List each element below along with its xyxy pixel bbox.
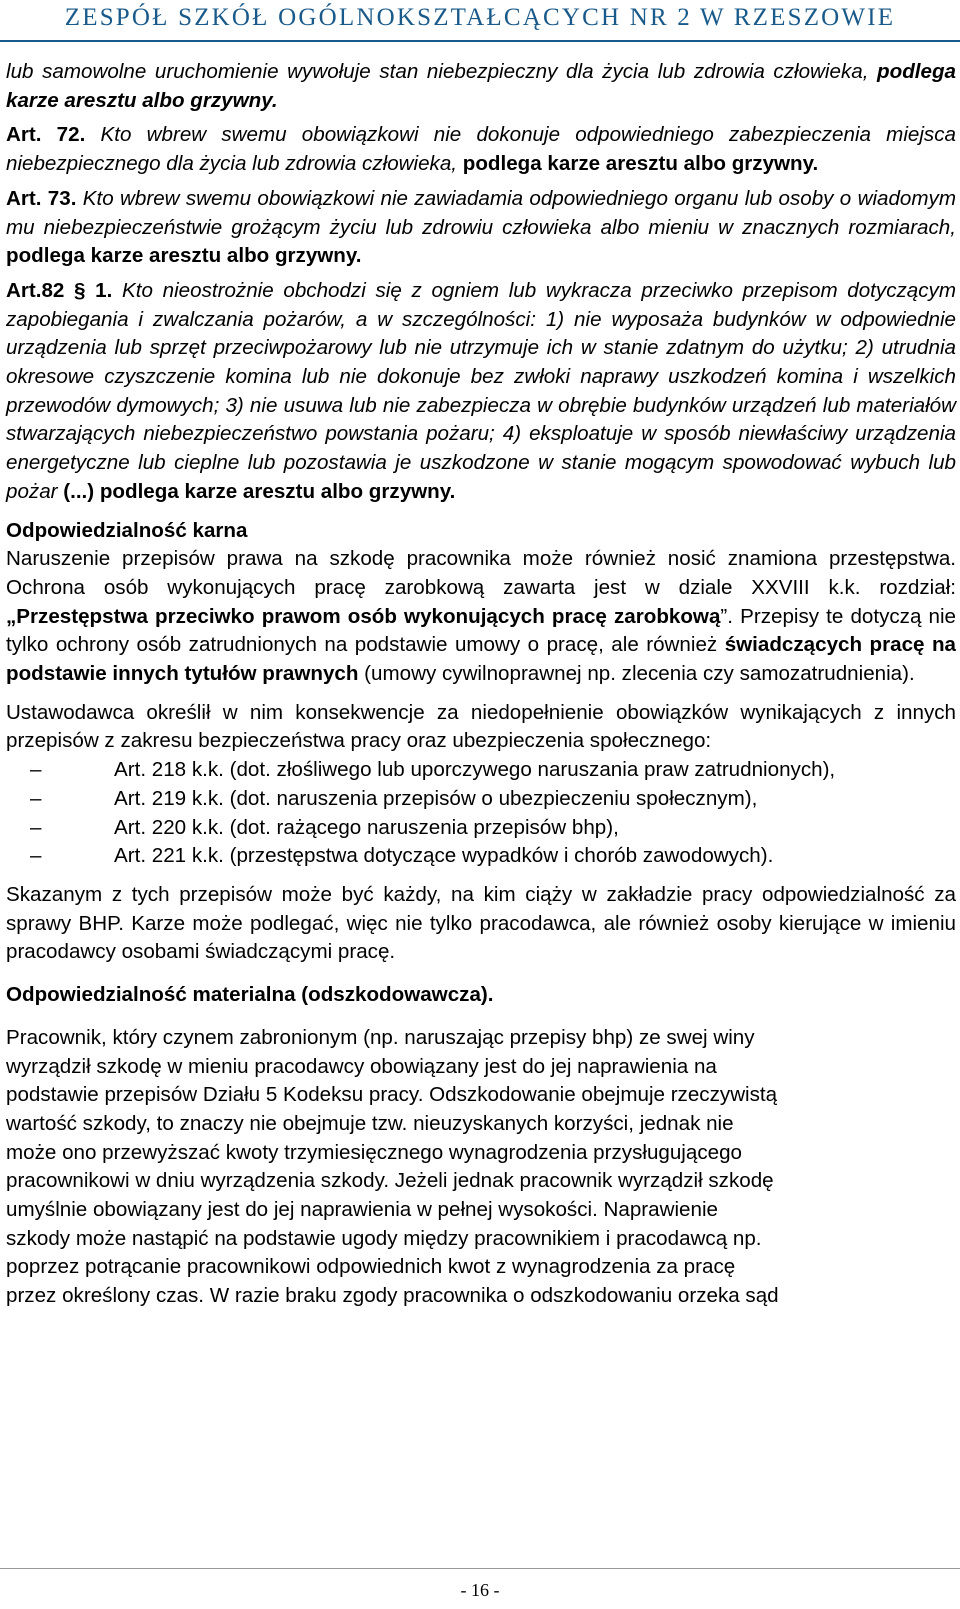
text-line: Pracownik, który czynem zabronionym (np. naruszając przepisy bhp) ze swej winy <box>6 1025 755 1049</box>
section-heading-criminal: Odpowiedzialność karna <box>6 518 248 542</box>
article-list <box>6 756 956 871</box>
header-title: ZESPÓŁ SZKÓŁ OGÓLNOKSZTAŁCĄCYCH NR 2 W RZESZOWIE <box>64 4 896 31</box>
text-line: szkody może nastąpić na podstawie ugody między pracownikiem i pracodawcą np. <box>6 1226 762 1250</box>
list-item: – Art. 221 k.k. (przestępstwa dotyczące wypadków i chorób zawodowych). <box>114 842 956 871</box>
text-line: poprzez potrącanie pracownikowi odpowiednich kwot z wynagrodzenia za pracę <box>6 1255 736 1279</box>
paragraph-material <box>6 1024 956 1311</box>
article-82: Art.82 § 1. Kto nieostrożnie obchodzi się z ogniem lub wykracza przeciwko przepisom dotyczącym zapobiegania i zwalczania pożarów, a w szczególności: 1) nie wyposaża budynków w odpowiednie urządzenia lub sprzęt przeciwpożarowy lub nie utrzymuje ich w stanie zdatnym do użytku; 2) utrudnia okresowe czyszczenie komina lub nie dokonuje bez zwłoki naprawy uszkodzeń komina i wszelkich przewodów dymowych; 3) nie usuwa lub nie zabezpiecza w obrębie budynków urządzeń lub materiałów stwarzających niebezpieczeństwo powstania pożaru; 4) eksploatuje w sposób niewłaściwy urządzenia energetyczne lub cieplne lub pozostawia je uszkodzone w stanie mogącym spowodować wybuch lub pożar (...) podlega karze aresztu albo grzywny. <box>6 278 956 503</box>
list-item: – Art. 218 k.k. (dot. złośliwego lub uporczywego naruszania praw zatrudnionych), <box>114 756 956 785</box>
text-line: wyrządził szkodę w mieniu pracodawcy obowiązany jest do jej naprawienia na <box>6 1054 717 1078</box>
text-line: może ono przewyższać kwoty trzymiesięcznego wynagrodzenia przysługującego <box>6 1140 742 1164</box>
list-item: – Art. 220 k.k. (dot. rażącego naruszenia przepisów bhp), <box>114 814 956 843</box>
article-number: Art. 73. <box>6 186 77 210</box>
footer-rule <box>0 1568 960 1569</box>
paragraph-convicted: Skazanym z tych przepisów może być każdy, na kim ciąży w zakładzie pracy odpowiedzialność za sprawy BHP. Karze może podlegać, więc nie tylko pracodawca, ale również osoby kierujące w imieniu pracodawcy osobami świadczącymi pracę. <box>6 882 956 964</box>
text-line: umyślnie obowiązany jest do jej naprawienia w pełnej wysokości. Naprawienie <box>6 1198 718 1222</box>
article-72: Art. 72. Kto wbrew swemu obowiązkowi nie dokonuje odpowiedniego zabezpieczenia miejsca niebezpiecznego dla życia lub zdrowia człowieka, podlega karze aresztu albo grzywny. <box>6 123 956 176</box>
article-number: Art.82 § 1. <box>6 278 113 302</box>
text-line: podstawie przepisów Działu 5 Kodeksu pracy. Odszkodowanie obejmuje rzeczywistą <box>6 1083 778 1107</box>
document-body <box>6 58 956 1311</box>
text-line: przez określony czas. W razie braku zgody pracownika o odszkodowaniu orzeka sąd <box>6 1284 779 1308</box>
text-line: wartość szkody, to znaczy nie obejmuje tzw. nieuzyskanych korzyści, jednak nie <box>6 1111 734 1135</box>
paragraph-criminal: Naruszenie przepisów prawa na szkodę pracownika może również nosić znamiona przestępstwa. Ochrona osób wykonujących pracę zarobkową zawarta jest w dziale XXVIII k.k. rozdział: „Przestępstwa przeciwko prawom osób wykonujących pracę zarobkową”. Przepisy te dotyczą nie tylko ochrony osób zatrudnionych na podstawie umowy o pracę, ale również świadczących pracę na podstawie innych tytułów prawnych (umowy cywilnoprawnej np. zlecenia czy samozatrudnienia). <box>6 547 957 686</box>
dash-bullet: – <box>30 815 42 839</box>
page-header <box>0 0 960 40</box>
article-73: Art. 73. Kto wbrew swemu obowiązkowi nie zawiadamia odpowiedniego organu lub osoby o wiadomym mu niebezpieczeństwie grożącym życiu lub zdrowiu człowieka albo mieniu w znacznych rozmiarach, podlega karze aresztu albo grzywny. <box>6 186 956 268</box>
header-rule <box>0 40 960 42</box>
dash-bullet: – <box>30 786 42 810</box>
paragraph-continuation: lub samowolne uruchomienie wywołuje stan niebezpieczny dla życia lub zdrowia człowieka, podlega karze aresztu albo grzywny. <box>6 60 956 112</box>
page-number: - 16 - <box>460 1580 500 1600</box>
dash-bullet: – <box>30 844 42 868</box>
article-number: Art. 72. <box>6 123 86 147</box>
list-item: – Art. 219 k.k. (dot. naruszenia przepisów o ubezpieczeniu społecznym), <box>114 785 956 814</box>
paragraph-legislator: Ustawodawca określił w nim konsekwencje za niedopełnienie obowiązków wynikających z innych przepisów z zakresu bezpieczeństwa pracy oraz ubezpieczenia społecznego: <box>6 700 956 753</box>
text-line: pracownikowi w dniu wyrządzenia szkody. Jeżeli jednak pracownik wyrządził szkodę <box>6 1169 774 1193</box>
dash-bullet: – <box>30 758 42 782</box>
section-heading-material: Odpowiedzialność materialna (odszkodowawcza). <box>6 983 494 1007</box>
